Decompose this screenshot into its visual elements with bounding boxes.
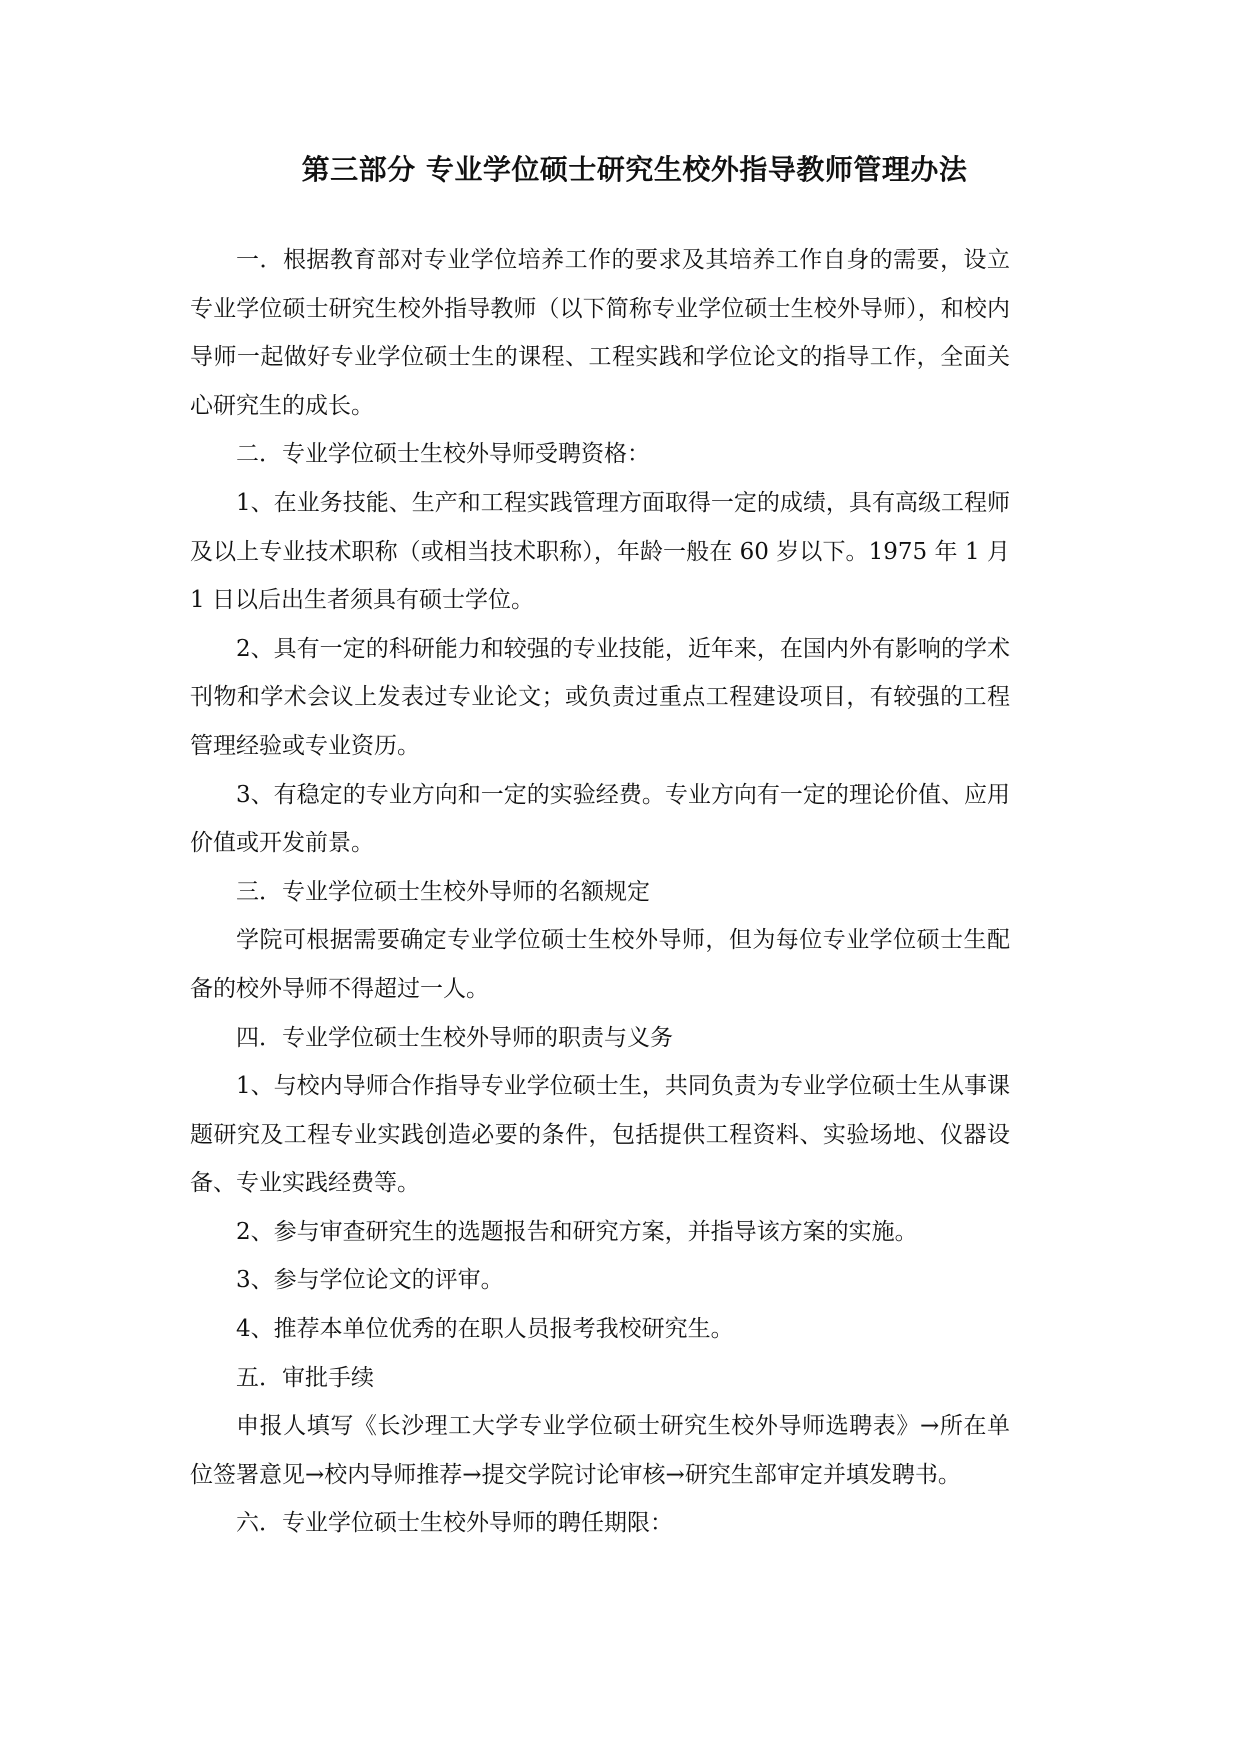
document-title: 第三部分 专业学位硕士研究生校外指导教师管理办法 <box>301 153 968 186</box>
paragraph-quota: 学院可根据需要确定专业学位硕士生校外导师，但为每位专业学位硕士生配备的校外导师不得超过一人。 <box>190 927 1010 1002</box>
paragraph-qualification-1: 1、在业务技能、生产和工程实践管理方面取得一定的成绩，具有高级工程师及以上专业技术职称（或相当技术职称），年龄一般在 60 岁以下。1975 年 1 月 1 日以后出生者须具有硕士学位。 <box>190 489 1010 614</box>
paragraph-qualification-2: 2、具有一定的科研能力和较强的专业技能，近年来，在国内外有影响的学术刊物和学术会议上发表过专业论文；或负责过重点工程建设项目，有较强的工程管理经验或专业资历。 <box>190 635 1010 759</box>
paragraph-intro: 一．根据教育部对专业学位培养工作的要求及其培养工作自身的需要，设立专业学位硕士研究生校外指导教师（以下简称专业学位硕士生校外导师），和校内导师一起做好专业学位硕士生的课程、工程实践和学位论文的指导工作，全面关心研究生的成长。 <box>190 247 1010 419</box>
paragraph-duty-4: 4、推荐本单位优秀的在职人员报考我校研究生。 <box>236 1316 734 1343</box>
paragraph-duty-1: 1、与校内导师合作指导专业学位硕士生，共同负责为专业学位硕士生从事课题研究及工程专业实践创造必要的条件，包括提供工程资料、实验场地、仪器设备、专业实践经费等。 <box>190 1073 1010 1197</box>
paragraph-duty-3: 3、参与学位论文的评审。 <box>236 1267 504 1294</box>
heading-quota: 三．专业学位硕士生校外导师的名额规定 <box>236 878 650 905</box>
heading-duties: 四．专业学位硕士生校外导师的职责与义务 <box>236 1024 673 1051</box>
paragraph-qualification-3: 3、有稳定的专业方向和一定的实验经费。专业方向有一定的理论价值、应用价值或开发前景。 <box>190 781 1010 857</box>
paragraph-approval: 申报人填写《长沙理工大学专业学位硕士研究生校外导师选聘表》→所在单位签署意见→校内导师推荐→提交学院讨论审核→研究生部审定并填发聘书。 <box>190 1413 1010 1488</box>
heading-approval: 五．审批手续 <box>236 1364 374 1391</box>
paragraph-duty-2: 2、参与审查研究生的选题报告和研究方案，并指导该方案的实施。 <box>236 1218 918 1245</box>
heading-qualifications: 二．专业学位硕士生校外导师受聘资格： <box>236 441 650 468</box>
document-body <box>190 236 1010 1548</box>
heading-term: 六．专业学位硕士生校外导师的聘任期限： <box>236 1510 673 1537</box>
